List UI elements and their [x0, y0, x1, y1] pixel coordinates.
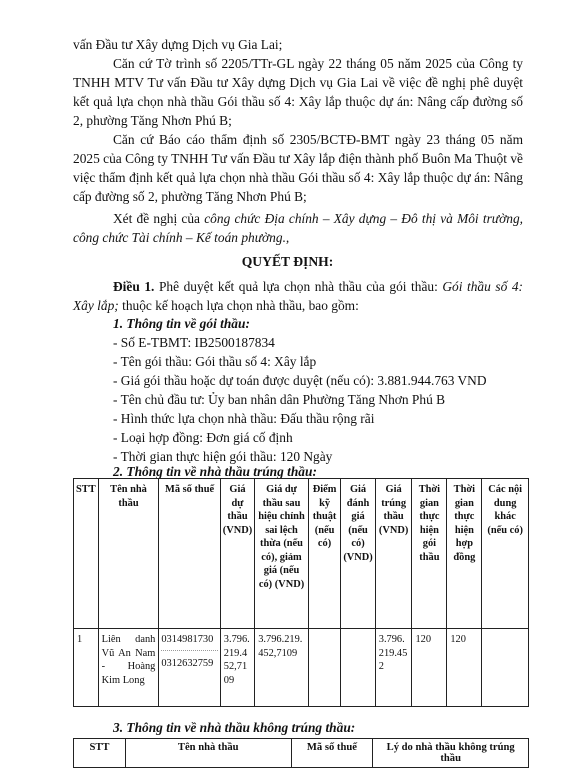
col-header-other: Các nội dung khác (nếu có) [482, 479, 529, 629]
cell-stt: 1 [74, 629, 99, 707]
col-header-stt: STT [74, 479, 99, 629]
cell-tax-codes [159, 629, 220, 707]
paragraph-basis-appraisal: Căn cứ Báo cáo thẩm định số 2305/BCTĐ-BMT ngày 23 tháng 05 năm 2025 của Công ty TNHH Tư vấn Đầu tư Xây lắp điện thành phố Buôn Ma Thuột về việc thẩm định kết quả lựa chọn nhà thầu Gói thầu số 4: Xây lắp thuộc dự án: Nâng cấp đường số 2, phường Tăng Nhơn Phú B; [73, 132, 523, 204]
col-header-win-price: Giá trúng thầu (VND) [375, 479, 412, 629]
list-item: - Số E-TBMT: IB2500187834 [113, 335, 275, 350]
list-item: - Loại hợp đồng: Đơn giá cố định [113, 430, 293, 445]
cell-pkg-time: 120 [412, 629, 447, 707]
winning-contractor-table [73, 478, 529, 707]
col-header-name: Tên nhà thầu [98, 479, 159, 629]
cell-tech-score [308, 629, 341, 707]
col-header-tax: Mã số thuế [291, 739, 373, 768]
section-1-title: 1. Thông tin về gói thầu: [113, 316, 250, 331]
paragraph-continuation: vấn Đầu tư Xây dựng Dịch vụ Gia Lai; [73, 37, 283, 52]
col-header-eval-price: Giá đánh giá (nếu có) (VND) [341, 479, 375, 629]
list-item: - Hình thức lựa chọn nhà thầu: Đấu thầu rộng rãi [113, 411, 375, 426]
article-1-text: Phê duyệt kết quả lựa chọn nhà thầu của gói thầu: [154, 279, 443, 294]
article-1 [73, 277, 523, 315]
article-1-package: Gói thầu số 4: Xây lắp; [73, 279, 523, 313]
list-item: - Tên chủ đầu tư: Ủy ban nhân dân Phường Tăng Nhơn Phú B [113, 392, 446, 407]
paragraph-basis-proposal: Căn cứ Tờ trình số 2205/TTr-GL ngày 22 tháng 05 năm 2025 của Công ty TNHH MTV Tư vấn Đầu tư Xây dựng Dịch vụ Gia Lai về việc đề nghị phê duyệt kết quả lựa chọn nhà thầu Gói thầu số 4: Xây lắp thuộc dự án: Nâng cấp đường số 2, phường Tăng Nhơn Phú B; [73, 56, 523, 128]
col-header-name: Tên nhà thầu [125, 739, 291, 768]
section-3-title: 3. Thông tin về nhà thầu không trúng thầu: [113, 720, 356, 735]
list-item: - Thời gian thực hiện gói thầu: 120 Ngày [113, 449, 333, 464]
cell-contract-time: 120 [447, 629, 482, 707]
decision-heading: QUYẾT ĐỊNH: [241, 254, 334, 269]
col-header-adjusted-price: Giá dự thầu sau hiệu chỉnh sai lệch thừa (nếu có), giảm giá (nếu có) (VND) [255, 479, 309, 629]
list-item: - Tên gói thầu: Gói thầu số 4: Xây lắp [113, 354, 317, 369]
cell-eval-price [341, 629, 375, 707]
col-header-tax: Mã số thuế [159, 479, 220, 629]
col-header-contract-time: Thời gian thực hiện hợp đồng [447, 479, 482, 629]
col-header-reason: Lý do nhà thầu không trúng thầu [373, 739, 529, 768]
section-2-title: 2. Thông tin về nhà thầu trúng thầu: [113, 464, 317, 479]
losing-contractor-table [73, 738, 529, 768]
table-row [74, 629, 529, 707]
cell-adjusted-price: 3.796.219.452,7109 [255, 629, 309, 707]
col-header-stt: STT [74, 739, 126, 768]
cell-bid-price: 3.796.219.452,7109 [220, 629, 254, 707]
col-header-tech-score: Điểm kỹ thuật (nếu có) [308, 479, 341, 629]
cell-other [482, 629, 529, 707]
consideration-prefix: Xét đề nghị của [113, 211, 205, 226]
consideration-officials: công chức Địa chính – Xây dựng – Đô thị và Môi trường, công chức Tài chính – Kế toán phường., [73, 211, 523, 245]
tax-code-2: 0312632759 [161, 650, 217, 674]
cell-contractor-name: Liên danh Vũ An Nam - Hoàng Kim Long [98, 629, 159, 707]
tax-code-1: 0314981730 [161, 634, 214, 645]
table-header-row [74, 739, 529, 768]
paragraph-consideration [73, 209, 523, 247]
article-1-tail: thuộc kế hoạch lựa chọn nhà thầu, bao gồm: [118, 298, 359, 313]
col-header-pkg-time: Thời gian thực hiện gói thầu [412, 479, 447, 629]
cell-win-price: 3.796.219.452 [375, 629, 412, 707]
col-header-bid-price: Giá dự thầu (VND) [220, 479, 254, 629]
table-header-row [74, 479, 529, 629]
article-1-label: Điều 1. [113, 279, 155, 294]
list-item: - Giá gói thầu hoặc dự toán được duyệt (nếu có): 3.881.944.763 VND [113, 373, 487, 388]
